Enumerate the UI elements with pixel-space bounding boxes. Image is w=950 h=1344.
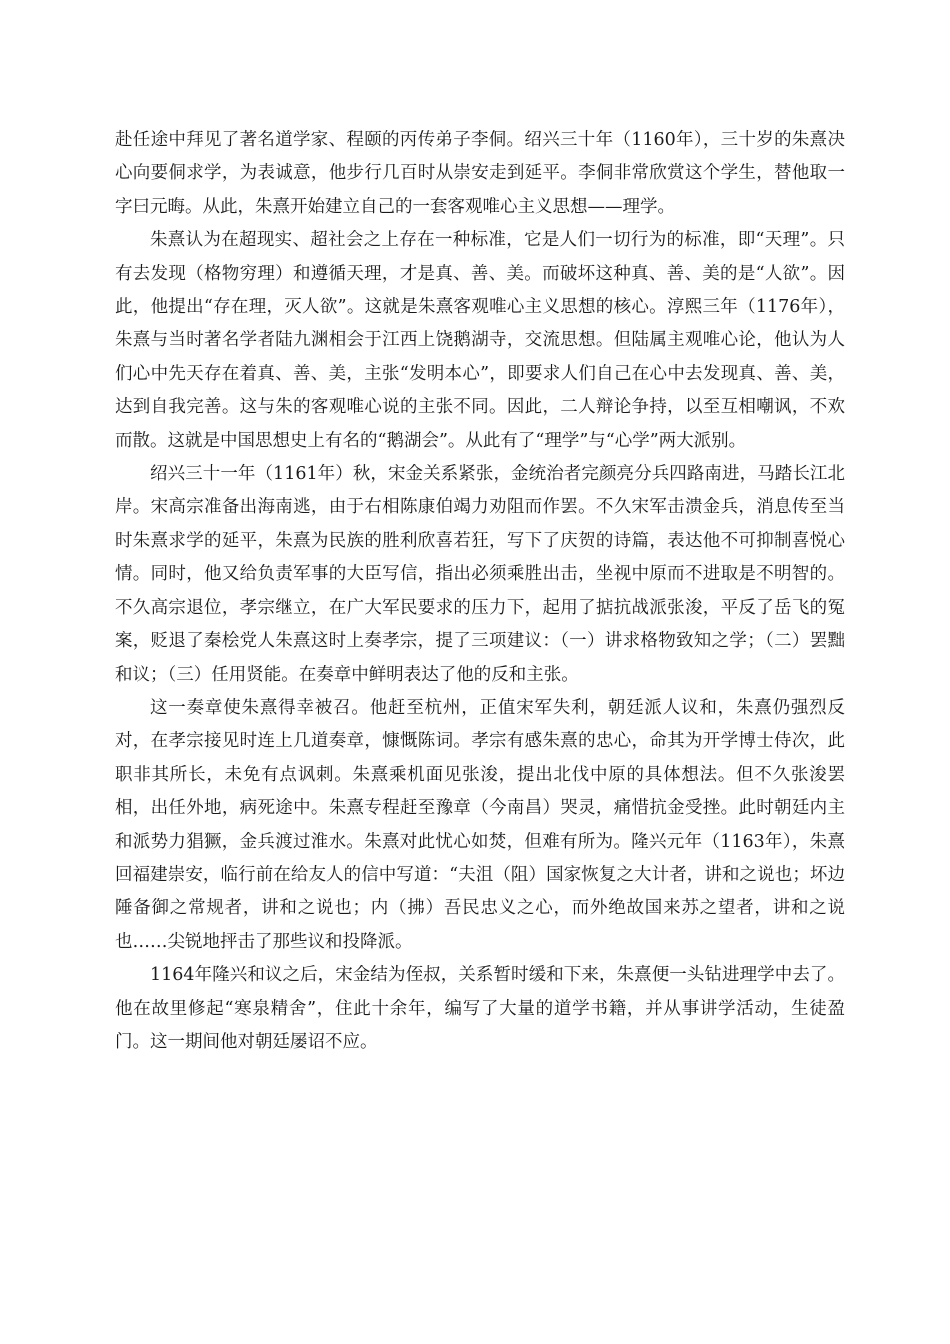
paragraph-4: 这一奏章使朱熹得幸被召。他赶至杭州，正值宋军失利，朝廷派人议和，朱熹仍强烈反对，在孝宗接见时连上几道奏章，慷慨陈词。孝宗有感朱熹的忠心，命其为开学博士侍次，此职非其所长，未免有点讽刺。朱熹乘机面见张浚，提出北伐中原的具体想法。但不久张浚罢相，出任外地，病死途中。朱熹专程赶至豫章（今南昌）哭灵，痛惜抗金受挫。此时朝廷内主和派势力猖獗，金兵渡过淮水。朱熹对此忧心如焚，但难有所为。隆兴元年（1163年），朱熹回福建崇安，临行前在给友人的信中写道：“夫沮（阻）国家恢复之大计者，讲和之说也；坏边陲备御之常规者，讲和之说也；内（拂）吾民忠义之心，而外绝故国来苏之望者，讲和之说也……尖锐地抨击了那些议和投降派。 bbox=[115, 697, 845, 952]
document-body bbox=[115, 124, 845, 1059]
paragraph-5: 1164年隆兴和议之后，宋金结为侄叔，关系暂时缓和下来，朱熹便一头钻进理学中去了。他在故里修起“寒泉精舍”，住此十余年，编写了大量的道学书籍，并从事讲学活动，生徒盈门。这一期间他对朝廷屡诏不应。 bbox=[115, 965, 845, 1052]
paragraph-3: 绍兴三十一年（1161年）秋，宋金关系紧张，金统治者完颜亮分兵四路南进，马踏长江北岸。宋高宗准备出海南逃，由于右相陈康伯竭力劝阻而作罢。不久宋军击溃金兵，消息传至当时朱熹求学的延平，朱熹为民族的胜利欣喜若狂，写下了庆贺的诗篇，表达他不可抑制喜悦心情。同时，他又给负责军事的大臣写信，指出必须乘胜出击，坐视中原而不进取是不明智的。不久高宗退位，孝宗继立，在广大军民要求的压力下，起用了掂抗战派张浚，平反了岳飞的冤案，贬退了秦桧党人朱熹这时上奏孝宗，提了三项建议：（一）讲求格物致知之学；（二）罢黜和议；（三）任用贤能。在奏章中鲜明表达了他的反和主张。 bbox=[115, 464, 845, 685]
paragraph-1: 赴任途中拜见了著名道学家、程颐的丙传弟子李侗。绍兴三十年（1160年），三十岁的朱熹决心向要侗求学，为表诚意，他步行几百时从崇安走到延平。李侗非常欣赏这个学生，替他取一字曰元晦。从此，朱熹开始建立自己的一套客观唯心主义思想——理学。 bbox=[115, 130, 845, 217]
paragraph-2: 朱熹认为在超现实、超社会之上存在一种标准，它是人们一切行为的标准，即“天理”。只有去发现（格物穷理）和遵循天理，才是真、善、美。而破坏这种真、善、美的是“人欲”。因此，他提出“存在理，灭人欲”。这就是朱熹客观唯心主义思想的核心。淳熙三年（1176年），朱熹与当时著名学者陆九渊相会于江西上饶鹅湖寺，交流思想。但陆属主观唯心论，他认为人们心中先天存在着真、善、美，主张“发明本心”，即要求人们自己在心中去发现真、善、美，达到自我完善。这与朱的客观唯心说的主张不同。因此，二人辩论争持，以至互相嘲讽，不欢而散。这就是中国思想史上有名的“鹅湖会”。从此有了“理学”与“心学”两大派别。 bbox=[115, 230, 845, 451]
